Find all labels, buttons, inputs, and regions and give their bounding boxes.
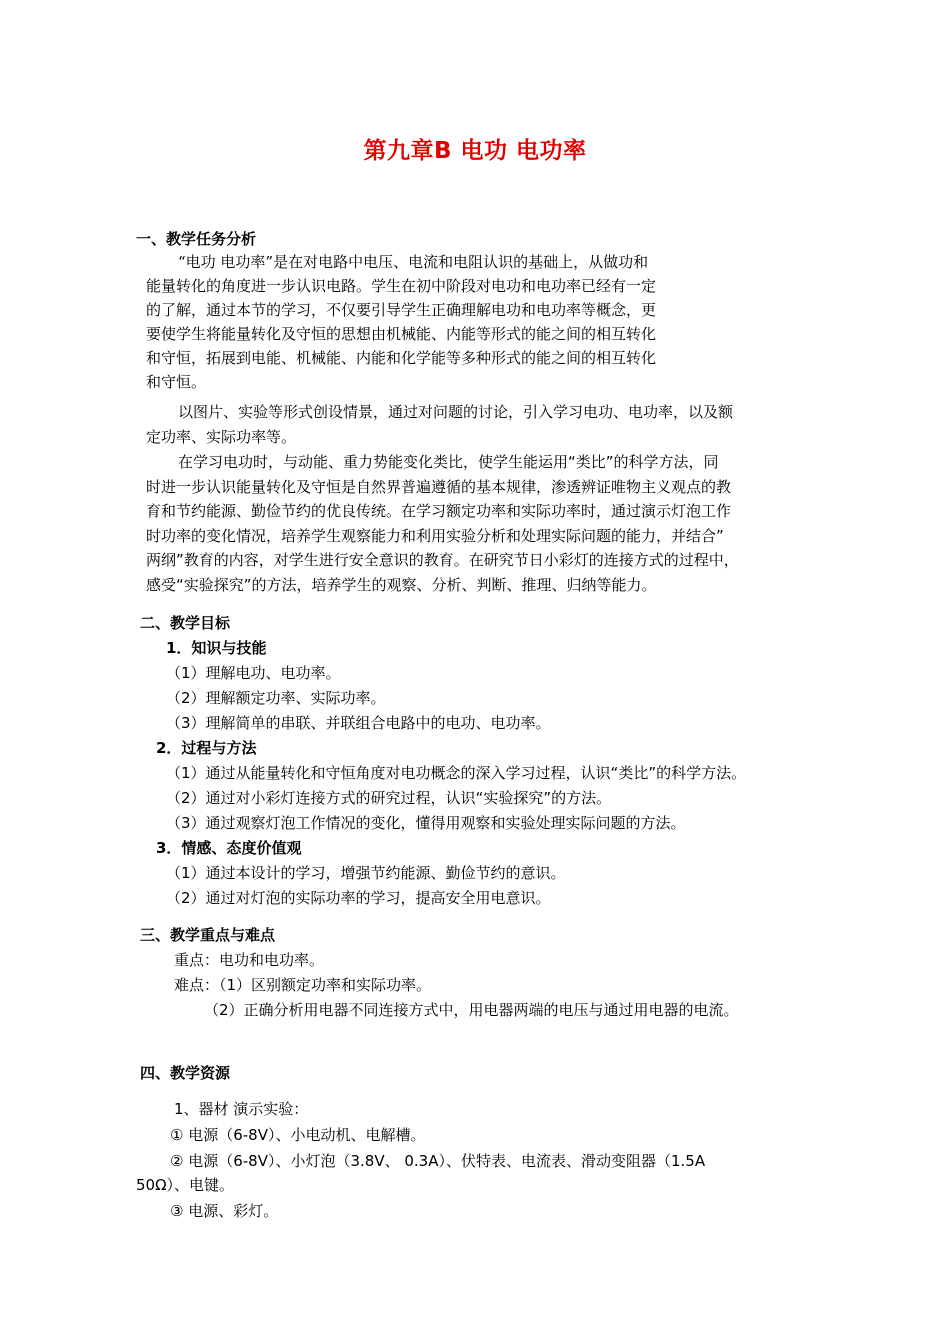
list-item: （3）理解简单的串联、并联组合电路中的电功、电功率。 xyxy=(166,714,551,732)
paragraph-task-analysis-2 xyxy=(146,400,733,449)
list-item: （2）通过对小彩灯连接方式的研究过程，认识“实验探究”的方法。 xyxy=(166,789,612,807)
list-item: （1）通过本设计的学习，增强节约能源、勤俭节约的意识。 xyxy=(166,864,566,882)
paragraph-line: 定功率、实际功率等。 xyxy=(146,427,297,446)
list-item: （1）理解电功、电功率。 xyxy=(166,664,341,682)
paragraph-line: 能量转化的角度进一步认识电路。学生在初中阶段对电功和电功率已经有一定 xyxy=(146,277,657,295)
paragraph-line: 的了解，通过本节的学习，不仅要引导学生正确理解电功和电功率等概念，更 xyxy=(146,301,657,319)
list-item: （2）通过对灯泡的实际功率的学习，提高安全用电意识。 xyxy=(166,889,551,907)
list-item: （1）通过从能量转化和守恒角度对电功概念的深入学习过程，认识“类比”的科学方法。 xyxy=(166,764,747,782)
equipment-item: ① 电源（6-8V）、小电动机、电解槽。 xyxy=(170,1126,426,1144)
paragraph-task-analysis-1 xyxy=(146,250,656,394)
paragraph-line: 育和节约能源、勤俭节约的优良传统。在学习额定功率和实际功率时，通过演示灯泡工作 xyxy=(146,502,732,520)
subheading-knowledge-skills: 1．知识与技能 xyxy=(166,639,267,657)
paragraph-line: 要使学生将能量转化及守恒的思想由机械能、内能等形式的能之间的相互转化 xyxy=(146,325,657,343)
difficult-point-1: 难点：（1）区别额定功率和实际功率。 xyxy=(174,976,432,994)
document-title: 第九章B 电功 电功率 xyxy=(363,138,587,164)
equipment-item: ② 电源（6-8V）、小灯泡（3.8V、 0.3A）、伏特表、电流表、滑动变阻器（1.5A xyxy=(170,1152,706,1170)
paragraph-line: 时功率的变化情况，培养学生观察能力和利用实验分析和处理实际问题的能力，并结合” xyxy=(146,526,724,545)
paragraph-line: 时进一步认识能量转化及守恒是自然界普遍遵循的基本规律，渗透辨证唯物主义观点的教 xyxy=(146,477,732,496)
list-item: （3）通过观察灯泡工作情况的变化，懂得用观察和实验处理实际问题的方法。 xyxy=(166,814,686,832)
paragraph-line: 和守恒。 xyxy=(146,373,207,391)
paragraph-line: 以图片、实验等形式创设情景，通过对问题的讨论，引入学习电功、电功率，以及额 xyxy=(178,403,734,421)
list-item: （2）理解额定功率、实际功率。 xyxy=(166,689,386,707)
paragraph-line: 和守恒，拓展到电能、机械能、内能和化学能等多种形式的能之间的相互转化 xyxy=(146,349,657,367)
paragraph-line: “电功 电功率”是在对电路中电压、电流和电阻认识的基础上，从做功和 xyxy=(178,253,649,271)
equipment-label: 1、器材 演示实验： xyxy=(174,1100,309,1118)
equipment-item-continued: 50Ω）、电键。 xyxy=(136,1176,235,1194)
key-point: 重点：电功和电功率。 xyxy=(174,951,325,969)
subheading-process-method: 2．过程与方法 xyxy=(156,739,257,757)
section-heading-key-difficult: 三、教学重点与难点 xyxy=(140,926,276,944)
paragraph-line: 感受“实验探究”的方法，培养学生的观察、分析、判断、推理、归纳等能力。 xyxy=(146,575,657,594)
equipment-item: ③ 电源、彩灯。 xyxy=(170,1202,279,1220)
paragraph-line: 两纲”教育的内容，对学生进行安全意识的教育。在研究节日小彩灯的连接方式的过程中， xyxy=(146,551,739,569)
subheading-attitude-values: 3．情感、态度价值观 xyxy=(156,839,302,857)
section-heading-resources: 四、教学资源 xyxy=(140,1064,231,1082)
difficult-point-2: （2）正确分析用电器不同连接方式中，用电器两端的电压与通过用电器的电流。 xyxy=(204,1001,739,1019)
paragraph-task-analysis-3 xyxy=(146,450,739,597)
section-heading-objectives: 二、教学目标 xyxy=(140,614,231,632)
paragraph-line: 在学习电功时，与动能、重力势能变化类比，使学生能运用“类比”的科学方法，同 xyxy=(178,453,719,471)
section-heading-task-analysis: 一、教学任务分析 xyxy=(136,230,257,248)
